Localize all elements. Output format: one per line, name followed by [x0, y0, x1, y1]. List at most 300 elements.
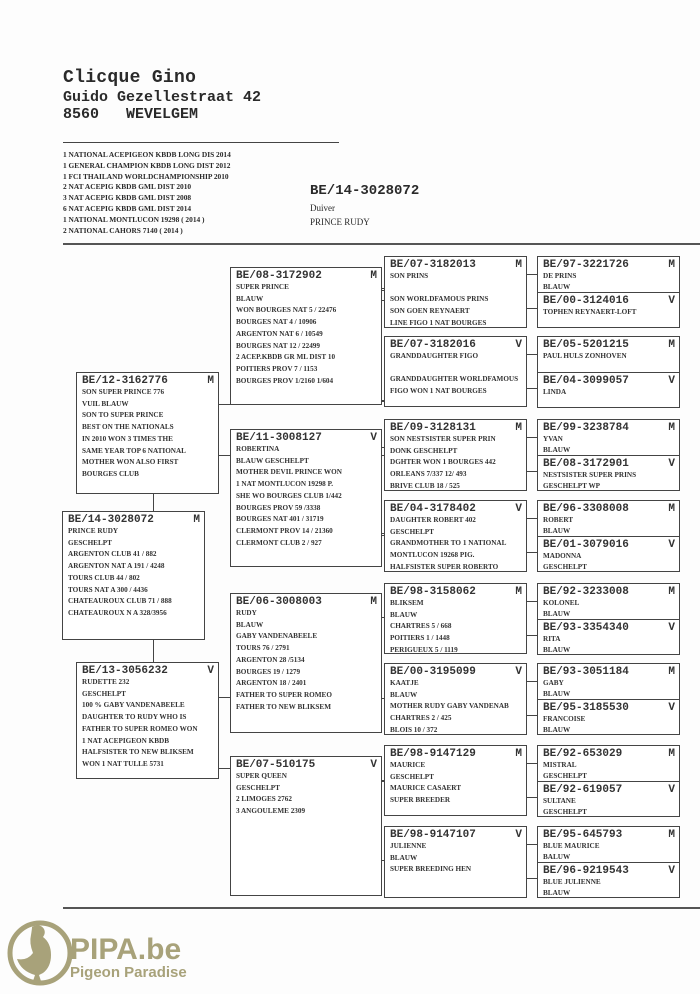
ring-number: BE/06-3008003: [236, 596, 322, 608]
ring-number: BE/07-3182013: [390, 259, 476, 271]
achievement-item: 1 GENERAL CHAMPION KBDB LONG DIST 2012: [63, 160, 231, 170]
bird-info-line: PERIGUEUX 5 / 1119: [390, 645, 458, 654]
sex-badge: M: [668, 422, 675, 434]
ring-number: BE/98-9147129: [390, 748, 476, 760]
bird-info-line: BOURGES PROV 59 /3338: [236, 503, 321, 512]
ring-number: BE/96-3308008: [543, 503, 629, 515]
bird-info-line: BLAUW: [543, 526, 571, 535]
bird-info-line: FATHER TO NEW BLIKSEM: [236, 702, 331, 711]
gg-grandparent-box[interactable]: [538, 372, 679, 409]
bird-header: [543, 339, 675, 351]
divider: [63, 243, 700, 245]
ring-number: BE/04-3178402: [390, 503, 476, 515]
bird-info-line: SHE WO BOURGES CLUB 1/442: [236, 491, 342, 500]
sex-badge: M: [668, 339, 675, 351]
bird-header: [543, 295, 675, 307]
bird-header: [543, 375, 675, 387]
bird-info-line: LINE FIGO 1 NAT BOURGES: [390, 318, 487, 327]
connector-line: [153, 494, 154, 511]
bird-header: [390, 339, 522, 351]
bird-info-line: SON NESTSISTER SUPER PRIN: [390, 435, 496, 443]
blank-line: [390, 363, 522, 375]
ring-number: BE/96-9219543: [543, 865, 629, 877]
bird-info-line: GESCHELPT: [543, 807, 587, 816]
bird-info-line: SON TO SUPER PRINCE: [82, 411, 164, 420]
achievement-item: 2 NATIONAL CAHORS 7140 ( 2014 ): [63, 225, 183, 235]
ring-number: BE/05-5201215: [543, 339, 629, 351]
bird-info-line: GRANDDAUGHTER FIGO: [390, 352, 479, 360]
ring-number: BE/95-645793: [543, 829, 623, 841]
bird-info-line: BLUE MAURICE: [543, 842, 600, 850]
bird-info-line: YVAN: [543, 435, 563, 443]
bird-info-line: ARGENTON NAT A 191 / 4248: [68, 562, 165, 571]
bird-info-line: GESCHELPT: [390, 527, 434, 536]
bird-info-line: ARGENTON CLUB 41 / 882: [68, 550, 157, 559]
grandparent-box[interactable]: [230, 593, 382, 733]
gg-grandparent-pair: [537, 663, 680, 735]
bird-header: [543, 666, 675, 678]
bird-header: [543, 539, 675, 551]
sex-badge: M: [515, 422, 522, 434]
divider: [63, 907, 700, 909]
great-grandparent-box[interactable]: [384, 663, 527, 735]
bird-info-line: WON 1 NAT TULLE 5731: [82, 759, 164, 768]
connector-line: [382, 860, 384, 861]
connector-line: [527, 518, 537, 519]
grandparent-box[interactable]: [230, 756, 382, 896]
achievement-item: 1 NATIONAL MONTLUCON 19298 ( 2014 ): [63, 214, 205, 224]
bird-info-line: 100 % GABY VANDENABEELE: [82, 701, 185, 710]
gg-grandparent-pair: [537, 336, 680, 408]
ring-number: BE/08-3172901: [543, 458, 629, 470]
bird-info-line: DAUGHTER TO RUDY WHO IS: [82, 713, 187, 722]
grandparent-box[interactable]: [230, 429, 382, 567]
bird-info-line: HALFSISTER TO NEW BLIKSEM: [82, 748, 194, 757]
connector-line: [382, 455, 384, 456]
gg-grandparent-pair: [537, 419, 680, 491]
bird-info-line: 2 ACEP.KBDB GR ML DIST 10: [236, 353, 336, 362]
bird-header: [543, 622, 675, 634]
great-grandparent-box[interactable]: [384, 826, 527, 898]
sire-box[interactable]: [76, 372, 219, 494]
great-grandparent-box[interactable]: [384, 419, 527, 491]
bird-info-line: BLAUW: [543, 888, 571, 897]
bird-info-line: TOURS 76 / 2791: [236, 644, 290, 653]
main-ring-number: BE/14-3028072: [310, 183, 420, 199]
sex-badge: M: [207, 375, 214, 387]
bird-info-line: FRANCOISE: [543, 715, 586, 723]
bird-info-line: SON PRINS: [390, 272, 429, 280]
bird-info-line: GRANDMOTHER TO 1 NATIONAL: [390, 539, 507, 548]
bird-info-line: BOURGES CLUB: [82, 469, 139, 478]
connector-line: [382, 447, 384, 448]
bird-info-line: POITIERS PROV 7 / 1153: [236, 364, 318, 373]
sex-badge: M: [193, 514, 200, 526]
gg-grandparent-box[interactable]: [538, 292, 679, 329]
bird-info-line: SUPER PRINCE: [236, 283, 289, 291]
sex-badge: V: [515, 829, 522, 841]
achievements-list: [63, 150, 231, 236]
bird-info-line: RUDY: [236, 609, 257, 617]
connector-line: [219, 404, 230, 405]
connector-line: [382, 533, 384, 534]
bird-info-line: ARGENTON 28 /5134: [236, 655, 305, 664]
great-grandparent-box[interactable]: [384, 336, 527, 407]
gg-grandparent-box[interactable]: [538, 337, 679, 373]
bird-info-line: CHARTRES 2 / 425: [390, 714, 452, 723]
bird-header: [390, 503, 522, 515]
sex-badge: V: [668, 784, 675, 796]
bird-info-line: SON GOEN REYNAERT: [390, 307, 470, 316]
sex-badge: V: [515, 339, 522, 351]
connector-line: [382, 300, 384, 301]
bird-info-line: ARGENTON NAT 6 / 10549: [236, 329, 323, 338]
sex-badge: V: [668, 702, 675, 714]
gg-grandparent-box[interactable]: [538, 257, 679, 293]
ring-number: BE/93-3354340: [543, 622, 629, 634]
ring-number: BE/11-3008127: [236, 432, 322, 444]
gg-grandparent-box[interactable]: [538, 746, 679, 782]
bird-header: [68, 514, 200, 526]
bird-info-line: ORLEANS 7/337 12/ 493: [390, 470, 467, 479]
bird-info-line: BOURGES 19 / 1279: [236, 667, 301, 676]
sex-badge: M: [668, 259, 675, 271]
bird-info-line: CHATEAUROUX CLUB 71 / 888: [68, 597, 172, 606]
sex-badge: M: [668, 666, 675, 678]
bird-header: [543, 829, 675, 841]
bird-info-line: ROBERT: [543, 516, 574, 524]
bird-info-line: BOURGES NAT 401 / 31719: [236, 515, 324, 524]
bird-header: [390, 422, 522, 434]
bird-info-line: MOTHER RUDY GABY VANDENAB: [390, 702, 509, 711]
bird-info-line: GRANDDAUGHTER WORLDFAMOUS: [390, 375, 519, 384]
bird-info-line: DONK GESCHELPT: [390, 446, 458, 455]
bird-header: [236, 270, 377, 282]
connector-line: [527, 601, 537, 602]
ring-number: BE/08-3172902: [236, 270, 322, 282]
connector-line: [527, 308, 537, 309]
bird-info-line: BLIKSEM: [390, 599, 424, 607]
bird-info-line: TOURS NAT A 300 / 4436: [68, 585, 148, 594]
ring-number: BE/14-3028072: [68, 514, 154, 526]
bird-header: [390, 586, 522, 598]
ring-number: BE/12-3162776: [82, 375, 168, 387]
bird-header: [543, 702, 675, 714]
gg-grandparent-box[interactable]: [538, 781, 679, 818]
bird-info-line: CHATEAUROUX N A 328/3956: [68, 608, 167, 617]
sex-badge: V: [370, 432, 377, 444]
bird-info-line: MAURICE CASAERT: [390, 784, 462, 793]
bird-info-line: MONTLUCON 19268 PIG.: [390, 551, 475, 560]
connector-line: [527, 878, 537, 879]
bird-header: [543, 784, 675, 796]
ring-number: BE/92-653029: [543, 748, 623, 760]
sex-badge: M: [668, 829, 675, 841]
gg-grandparent-box[interactable]: [538, 420, 679, 456]
connector-line: [527, 797, 537, 798]
bird-info-line: BLAUW: [390, 610, 418, 619]
bird-info-line: BLOIS 10 / 372: [390, 725, 438, 734]
pigeon-logo-icon: [4, 917, 204, 989]
bird-info-line: POITIERS 1 / 1448: [390, 634, 450, 643]
ring-number: BE/98-3158062: [390, 586, 476, 598]
bird-info-line: SON WORLDFAMOUS PRINS: [390, 295, 489, 304]
gg-grandparent-pair: [537, 826, 680, 898]
owner-street: Guido Gezellestraat 42: [63, 89, 262, 106]
ring-number: BE/00-3195099: [390, 666, 476, 678]
bird-info-line: 1 NAT ACEPIGEON KBDB: [82, 736, 169, 745]
bird-info-line: BALUW: [543, 852, 571, 861]
bird-info-line: BRIVE CLUB 18 / 525: [390, 481, 460, 490]
bird-info-line: BLAUW GESCHELPT: [236, 456, 309, 465]
connector-line: [527, 388, 537, 389]
bird-info-line: BLAUW: [543, 689, 571, 698]
connector-line: [527, 844, 537, 845]
bird-info-line: RITA: [543, 635, 561, 643]
ring-number: BE/01-3079016: [543, 539, 629, 551]
owner-city: 8560 WEVELGEM: [63, 106, 199, 123]
connector-line: [527, 635, 537, 636]
bird-info-line: GESCHELPT: [543, 771, 587, 780]
bird-header: [543, 503, 675, 515]
connector-line: [382, 290, 384, 291]
connector-line: [382, 698, 384, 699]
connector-line: [219, 697, 230, 698]
blank-line: [390, 283, 522, 295]
bird-info-line: GABY: [543, 679, 564, 687]
sex-badge: M: [668, 503, 675, 515]
connector-line: [382, 288, 384, 289]
bird-info-line: KAATJE: [390, 679, 419, 687]
bird-info-line: PRINCE RUDY: [68, 527, 119, 535]
gg-grandparent-box[interactable]: [538, 584, 679, 620]
connector-line: [527, 715, 537, 716]
connector-line: [382, 401, 384, 402]
bird-info-line: DAUGHTER ROBERT 402: [390, 516, 476, 524]
gg-grandparent-pair: [537, 500, 680, 572]
bird-info-line: CLERMONT CLUB 2 / 927: [236, 538, 322, 547]
gg-grandparent-box[interactable]: [538, 455, 679, 492]
bird-header: [543, 586, 675, 598]
sex-badge: M: [668, 586, 675, 598]
bird-info-line: DGHTER WON 1 BOURGES 442: [390, 458, 496, 467]
bird-info-line: GESCHELPT: [236, 783, 280, 792]
gg-grandparent-box[interactable]: [538, 827, 679, 863]
ring-number: BE/93-3051184: [543, 666, 629, 678]
achievement-item: 1 NATIONAL ACEPIGEON KBDB LONG DIS 2014: [63, 150, 231, 159]
grandparent-box[interactable]: [230, 267, 382, 405]
bird-info-line: BLAUW: [543, 282, 571, 291]
bird-info-line: ROBERTINA: [236, 445, 280, 453]
sex-badge: V: [668, 295, 675, 307]
connector-line: [527, 274, 537, 275]
bird-info-line: MOTHER DEVIL PRINCE WON: [236, 468, 342, 477]
bird-info-line: WON BOURGES NAT 5 / 22476: [236, 306, 337, 315]
sex-badge: M: [515, 748, 522, 760]
great-grandparent-box[interactable]: [384, 500, 527, 572]
ring-number: BE/04-3099057: [543, 375, 629, 387]
bird-info-line: MADONNA: [543, 552, 582, 560]
connector-line: [527, 471, 537, 472]
great-grandparent-box[interactable]: [384, 256, 527, 328]
gg-grandparent-box[interactable]: [538, 501, 679, 537]
great-grandparent-box[interactable]: [384, 583, 527, 654]
bird-info-line: 2 LIMOGES 2762: [236, 795, 292, 804]
bird-header: [236, 759, 377, 771]
sex-badge: V: [668, 865, 675, 877]
bird-header: [236, 596, 377, 608]
bird-header: [543, 748, 675, 760]
bird-info-line: BLAUW: [543, 609, 571, 618]
bird-info-line: SAME YEAR TOP 6 NATIONAL: [82, 446, 186, 455]
gg-grandparent-box[interactable]: [538, 699, 679, 736]
ring-number: BE/97-3221726: [543, 259, 629, 271]
gg-grandparent-pair: [537, 256, 680, 328]
bird-info-line: GESCHELPT: [543, 562, 587, 571]
connector-line: [527, 354, 537, 355]
bird-info-line: BLAUW: [390, 853, 418, 862]
bird-info-line: FATHER TO SUPER ROMEO WON: [82, 724, 198, 733]
ring-number: BE/07-3182016: [390, 339, 476, 351]
bird-info-line: BLAUW: [543, 725, 571, 734]
bird-info-line: SUPER BREEDING HEN: [390, 865, 472, 874]
bird-header: [543, 422, 675, 434]
sex-badge: V: [668, 622, 675, 634]
bird-info-line: BLAUW: [543, 445, 571, 454]
sex-badge: V: [515, 503, 522, 515]
connector-line: [153, 640, 154, 662]
bird-info-line: 3 ANGOULEME 2309: [236, 807, 306, 816]
connector-line: [219, 768, 230, 769]
bird-info-line: RUDETTE 232: [82, 678, 130, 686]
bird-info-line: BLAUW: [543, 645, 571, 654]
great-grandparent-box[interactable]: [384, 745, 527, 816]
bird-info-line: FATHER TO SUPER ROMEO: [236, 690, 332, 699]
connector-line: [527, 763, 537, 764]
bird-info-line: NESTSISTER SUPER PRINS: [543, 471, 637, 479]
dam-box[interactable]: [76, 662, 219, 779]
sex-badge: M: [515, 586, 522, 598]
ring-number: BE/92-3233008: [543, 586, 629, 598]
bird-info-line: GABY VANDENABEELE: [236, 632, 318, 641]
owner-name: Clicque Gino: [63, 68, 197, 88]
bird-info-line: BLAUW: [390, 690, 418, 699]
achievement-item: 3 NAT ACEPIG KBDB GML DIST 2008: [63, 193, 192, 203]
bird-info-line: TOPHEN REYNAERT-LOFT: [543, 308, 637, 316]
bird-info-line: GESCHELPT WP: [543, 481, 601, 490]
bird-info-line: SUPER QUEEN: [236, 772, 287, 780]
bird-info-line: TOURS CLUB 44 / 802: [68, 573, 140, 582]
ring-number: BE/95-3185530: [543, 702, 629, 714]
bird-info-line: GESCHELPT: [68, 538, 112, 547]
sex-badge: M: [515, 259, 522, 271]
connector-line: [527, 437, 537, 438]
bird-header: [543, 458, 675, 470]
bird-header: [543, 865, 675, 877]
bird-info-line: BOURGES NAT 4 / 10906: [236, 318, 317, 327]
achievement-item: 2 NAT ACEPIG KBDB GML DIST 2010: [63, 182, 192, 192]
ring-number: BE/07-510175: [236, 759, 316, 771]
sex-badge: V: [668, 458, 675, 470]
connector-line: [382, 400, 384, 401]
sex-badge: V: [370, 759, 377, 771]
achievement-item: 6 NAT ACEPIG KBDB GML DIST 2014: [63, 203, 192, 213]
bird-info-line: SUPER BREEDER: [390, 796, 451, 805]
bird-header: [390, 666, 522, 678]
sex-badge: V: [207, 665, 214, 677]
bird-info-line: SON SUPER PRINCE 776: [82, 388, 165, 396]
connector-line: [382, 535, 384, 536]
gg-grandparent-pair: [537, 583, 680, 655]
gg-grandparent-box[interactable]: [538, 536, 679, 573]
bird-info-line: MOTHER WON ALSO FIRST: [82, 458, 179, 467]
bird-info-line: HALFSISTER SUPER ROBERTO: [390, 562, 499, 571]
bird-info-line: VUIL BLAUW: [82, 399, 129, 408]
bird-info-line: BEST ON THE NATIONALS: [82, 423, 174, 432]
sex-badge: M: [370, 596, 377, 608]
bird-info-line: SULTANE: [543, 797, 576, 805]
connector-line: [382, 781, 384, 782]
ring-number: BE/92-619057: [543, 784, 623, 796]
bird-info-line: 1 NAT MONTLUCON 19298 P.: [236, 480, 334, 489]
connector-line: [219, 455, 230, 456]
bird-info-line: LINDA: [543, 388, 567, 396]
bird-info-line: IN 2010 WON 3 TIMES THE: [82, 434, 173, 443]
sex-badge: V: [668, 375, 675, 387]
pipa-logo: [4, 917, 204, 989]
sex-badge: V: [515, 666, 522, 678]
bird-info-line: CHARTRES 5 / 668: [390, 622, 452, 631]
bird-info-line: BLAUW: [236, 294, 264, 303]
ring-number: BE/00-3124016: [543, 295, 629, 307]
divider: [63, 142, 339, 143]
subject-box[interactable]: [62, 511, 205, 640]
ring-number: BE/13-3056232: [82, 665, 168, 677]
achievement-item: 1 FCI THAILAND WORLDCHAMPIONSHIP 2010: [63, 171, 229, 181]
bird-info-line: FIGO WON 1 NAT BOURGES: [390, 387, 487, 396]
bird-info-line: PAUL HULS ZONHOVEN: [543, 352, 627, 360]
bird-header: [390, 259, 522, 271]
sex-badge: M: [668, 748, 675, 760]
ring-number: BE/99-3238784: [543, 422, 629, 434]
bird-header: [82, 375, 214, 387]
ring-number: BE/09-3128131: [390, 422, 476, 434]
connector-line: [382, 617, 384, 618]
bird-header: [236, 432, 377, 444]
bird-header: [390, 829, 522, 841]
bird-header: [390, 748, 522, 760]
bird-info-line: JULIENNE: [390, 842, 427, 850]
bird-info-line: ARGENTON 18 / 2401: [236, 679, 307, 688]
sex-badge: M: [370, 270, 377, 282]
gg-grandparent-box[interactable]: [538, 619, 679, 656]
main-bird-name: PRINCE RUDY: [310, 217, 370, 227]
main-sex-label: Duiver: [310, 203, 335, 213]
gg-grandparent-box[interactable]: [538, 664, 679, 700]
bird-info-line: BLAUW: [236, 620, 264, 629]
bird-info-line: BOURGES PROV 1/2160 1/604: [236, 376, 334, 385]
connector-line: [382, 780, 384, 781]
bird-header: [543, 259, 675, 271]
gg-grandparent-box[interactable]: [538, 862, 679, 899]
logo-title: PIPA.be: [70, 933, 182, 966]
ring-number: BE/98-9147107: [390, 829, 476, 841]
logo-subtitle: Pigeon Paradise: [70, 964, 187, 981]
gg-grandparent-pair: [537, 745, 680, 817]
bird-info-line: BLUE JULIENNE: [543, 878, 601, 886]
connector-line: [527, 681, 537, 682]
sex-badge: V: [668, 539, 675, 551]
